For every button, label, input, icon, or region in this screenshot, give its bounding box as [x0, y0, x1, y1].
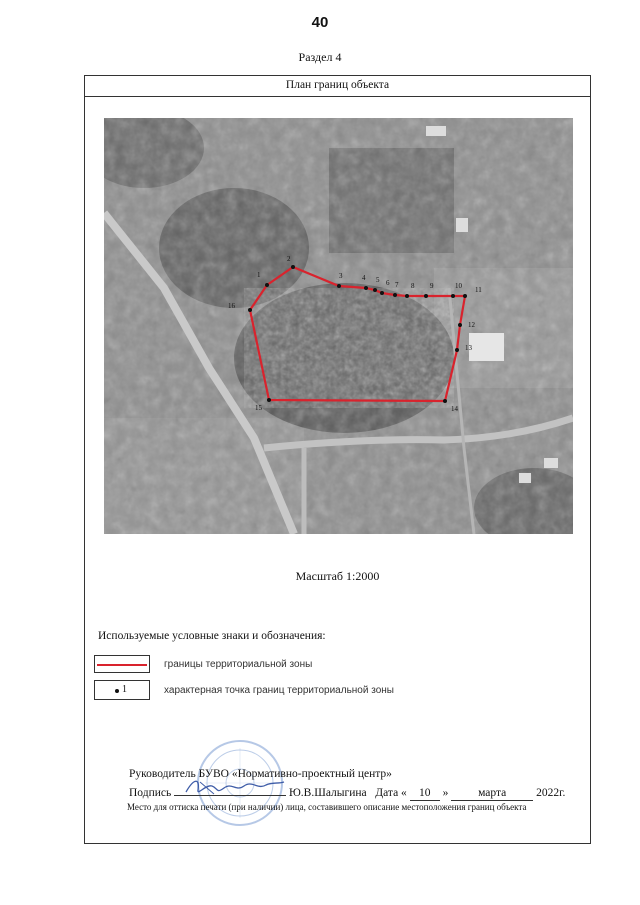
- boundary-point-label: 8: [411, 282, 415, 290]
- boundary-point: [424, 294, 428, 298]
- boundary-point: [267, 398, 271, 402]
- boundary-point-label: 13: [465, 344, 472, 352]
- boundary-point-label: 4: [362, 274, 366, 282]
- scale-label: Масштаб 1:2000: [295, 569, 380, 583]
- podpis-label: Подпись: [129, 787, 172, 799]
- legend-point-sample: [94, 680, 150, 700]
- handwritten-signature: [180, 776, 290, 798]
- building: [469, 333, 504, 361]
- boundary-point-label: 7: [395, 281, 399, 289]
- boundary-point: [443, 399, 447, 403]
- boundary-point: [393, 293, 397, 297]
- boundary-point-label: 14: [451, 405, 458, 413]
- boundary-point-label: 5: [376, 276, 380, 284]
- seal-place-note: Место для оттиска печати (при наличии) лица, составившего описание местоположения границ объекта: [127, 802, 527, 812]
- legend-point-number: 1: [122, 684, 127, 695]
- legend-line-sample: [94, 655, 150, 673]
- boundary-point: [337, 284, 341, 288]
- boundary-point-label: 12: [468, 321, 475, 329]
- boundary-point-label: 1: [257, 271, 261, 279]
- boundary-point-label: 6: [386, 279, 390, 287]
- boundary-point: [455, 348, 459, 352]
- date-day: 10: [410, 787, 440, 801]
- boundary-point-label: 11: [475, 286, 482, 294]
- signer-name: Ю.В.Шалыгина: [288, 787, 367, 799]
- boundary-point: [248, 308, 252, 312]
- legend-point-label: характерная точка границ территориальной зоны: [164, 685, 394, 696]
- boundary-point-label: 9: [430, 282, 434, 290]
- boundary-point: [265, 283, 269, 287]
- section-title: Раздел 4: [298, 50, 342, 64]
- legend-point-dot: [115, 689, 119, 693]
- boundary-point: [405, 294, 409, 298]
- boundary-point: [373, 288, 377, 292]
- boundary-point: [451, 294, 455, 298]
- boundary-point: [458, 323, 462, 327]
- boundary-point-label: 15: [255, 404, 262, 412]
- legend-red-line: [97, 664, 147, 666]
- boundary-point-label: 10: [455, 282, 462, 290]
- boundary-point-label: 3: [339, 272, 343, 280]
- date-year: 2022г.: [536, 787, 566, 799]
- date-month: марта: [451, 787, 533, 801]
- signature-org-line: Руководитель БУВО «Нормативно-проектный центр»: [129, 768, 392, 780]
- date-mid: »: [442, 787, 449, 799]
- date-label: Дата «: [375, 787, 407, 799]
- legend-line-label: границы территориальной зоны: [164, 659, 313, 670]
- boundary-point: [364, 286, 368, 290]
- boundary-point: [463, 294, 467, 298]
- legend-title: Используемые условные знаки и обозначения:: [98, 630, 326, 642]
- boundary-point: [291, 265, 295, 269]
- boundary-point-label: 16: [228, 302, 235, 310]
- boundary-point-label: 2: [287, 255, 291, 263]
- boundary-point: [380, 291, 384, 295]
- aerial-map: [104, 118, 573, 534]
- plan-table-header: План границ объекта: [84, 75, 591, 97]
- page-number: 40: [311, 14, 329, 31]
